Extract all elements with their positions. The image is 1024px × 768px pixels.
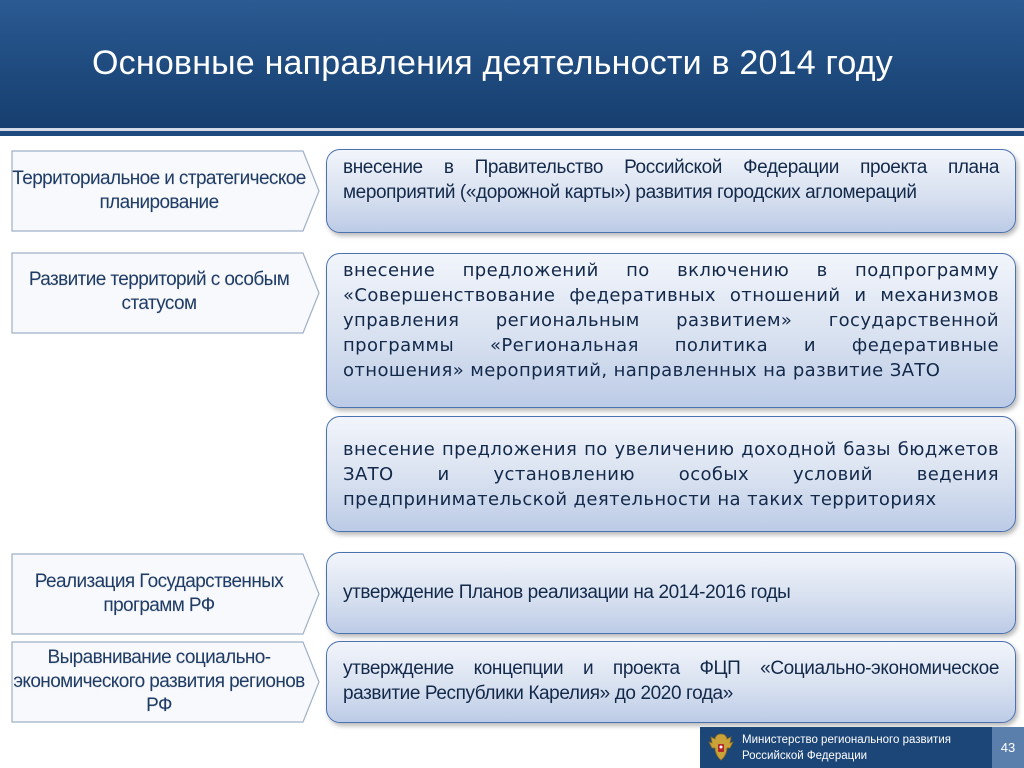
content-text: утверждение концепции и проекта ФЦП «Социально-экономическое развитие Республики Карелия» до 2020 года» [343, 658, 999, 704]
content-text: внесение предложений по включению в подпрограмму «Совершенствование федеративных отношений и механизмов управления региональным развитием» государственной программы «Региональная политика и федеративные отношения» мероприятий, направленных на развитие ЗАТО [343, 260, 999, 381]
footer-bar [700, 727, 1024, 768]
content-box-implementation-plans [326, 552, 1016, 634]
content-box-karelia-program [326, 641, 1016, 723]
page-number: 43 [992, 727, 1024, 768]
content-text: внесение предложения по увеличению доходной базы бюджетов ЗАТО и установлению особых условий ведения предпринимательской деятельности на таких территориях [343, 439, 999, 510]
coat-of-arms-icon [704, 730, 738, 764]
content-box-roadmap [326, 149, 1016, 233]
label-text: Реализация Государственных программ РФ [34, 571, 284, 616]
label-special-status-territories [11, 252, 321, 334]
label-text: Выравнивание социально-экономического развития регионов РФ [13, 647, 305, 716]
ministry-name: Министерство регионального развития Российской Федерации [742, 734, 951, 762]
label-territorial-planning [11, 150, 321, 232]
slide-header [0, 0, 1024, 128]
label-text: Территориальное и стратегическое планирование [12, 168, 306, 213]
header-divider-dark [0, 131, 1024, 136]
content-box-zato-revenue [326, 416, 1016, 532]
content-text: утверждение Планов реализации на 2014-2016 годы [343, 582, 791, 603]
label-state-programs [11, 553, 321, 635]
content-box-zato-subprogram [326, 253, 1016, 408]
slide-title: Основные направления деятельности в 2014 году [92, 44, 893, 82]
label-regional-equalization [11, 641, 321, 723]
content-text: внесение в Правительство Российской Федерации проекта плана мероприятий («дорожной карты») развития городских агломераций [343, 157, 999, 203]
label-text: Развитие территорий с особым статусом [28, 269, 290, 314]
